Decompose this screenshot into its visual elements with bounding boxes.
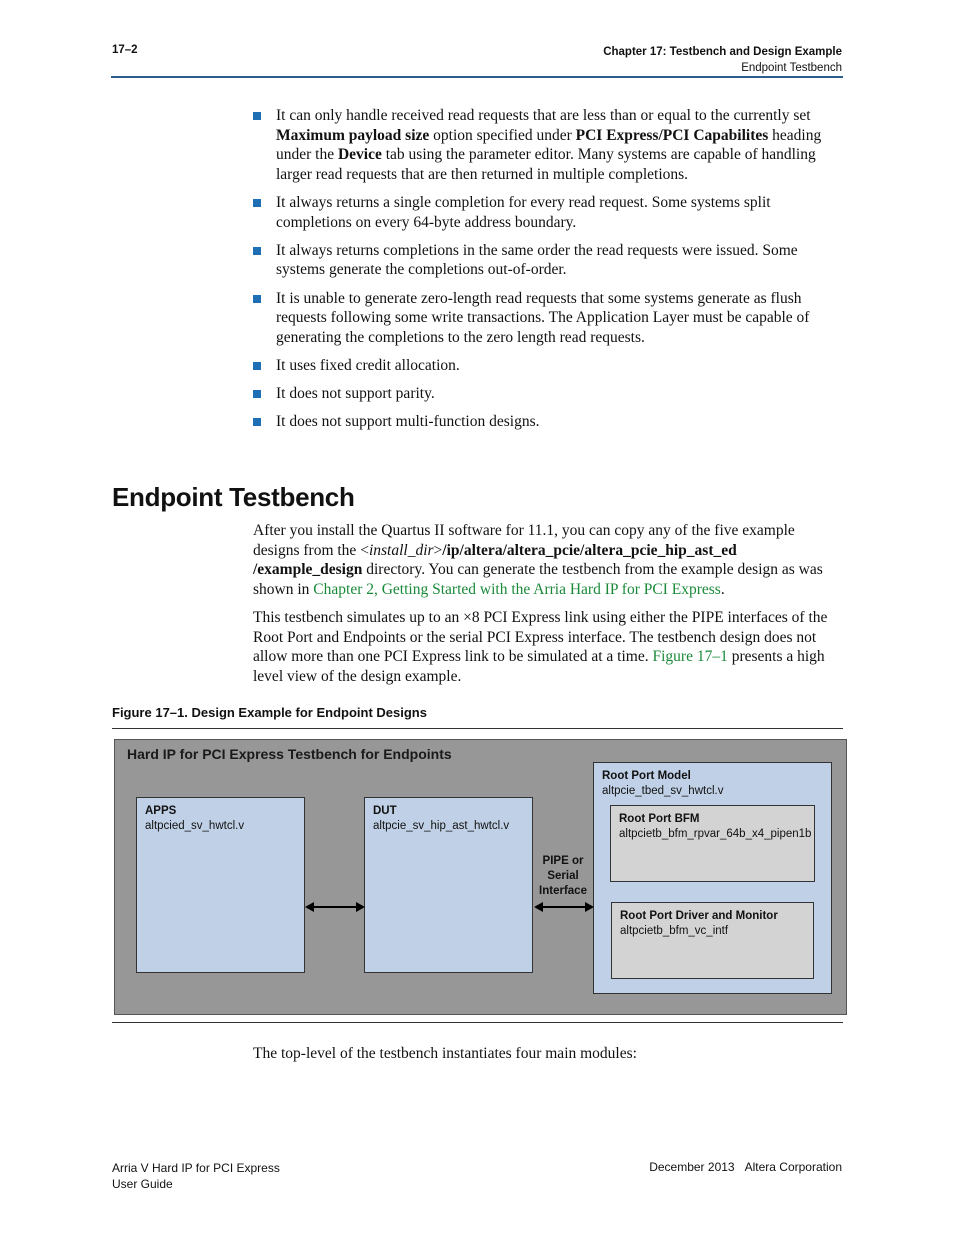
section-heading: Endpoint Testbench [112, 482, 355, 512]
list-item: It can only handle received read requests that are less than or equal to the currently set Maximum payload size option specified under PCI Express/PCI Capabilites heading under the Device tab using the parameter editor. Many systems are capable of handling larger read requests that are then returned in multiple completions. [253, 106, 843, 184]
list-item: It uses fixed credit allocation. [253, 356, 843, 376]
limitations-list [253, 106, 843, 440]
closing-paragraph: The top-level of the testbench instantiates four main modules: [253, 1045, 637, 1062]
footer-date: December 2013 [649, 1160, 735, 1174]
list-item: It does not support multi-function designs. [253, 412, 843, 432]
driver-monitor-block: Root Port Driver and Monitor altpcietb_bfm_vc_intf [611, 902, 814, 979]
figure-17-1-link[interactable]: Figure 17–1 [652, 648, 728, 666]
list-item: It does not support parity. [253, 384, 843, 404]
pipe-interface-label: PIPE or Serial Interface [539, 855, 587, 897]
root-port-model-block: Root Port Model altpcie_tbed_sv_hwtcl.v [593, 762, 832, 994]
apps-dut-arrow [300, 897, 370, 917]
footer-company: Altera Corporation [744, 1160, 842, 1174]
header-rule [111, 76, 843, 78]
page-number: 17–2 [112, 44, 138, 56]
testbench-paragraph: This testbench simulates up to an ×8 PCI Express link using either the PIPE interfaces of the Root Port and Endpoints or the serial PCI Express interface. The testbench design does not allow more than one PCI Express link to be simulated at a time. Figure 17–1 presents a high level view of the design example. [253, 609, 828, 685]
footer-publisher [649, 1160, 842, 1174]
apps-block: APPS altpcied_sv_hwtcl.v [136, 797, 305, 973]
intro-paragraph: After you install the Quartus II software for 11.1, you can copy any of the five example designs from the <install_dir>/ip/altera/altera_pcie/altera_pcie_hip_ast_ed /example_design directory. You can generate the testbench from the example design as was shown in Chapter 2, Getting Started with the Arria Hard IP for PCI Express. [253, 522, 823, 598]
chapter-2-link[interactable]: Chapter 2, Getting Started with the Arria Hard IP for PCI Express [313, 580, 721, 598]
list-item: It always returns a single completion for every read request. Some systems split completions on every 64-byte address boundary. [253, 193, 843, 232]
section-name: Endpoint Testbench [741, 62, 842, 74]
chapter-title: Chapter 17: Testbench and Design Example [603, 46, 842, 58]
footer-doc-info: Arria V Hard IP for PCI Express User Guide [112, 1161, 280, 1191]
dut-rootport-arrow [529, 897, 599, 917]
figure-caption: Figure 17–1. Design Example for Endpoint Designs [112, 705, 427, 720]
root-port-bfm-block: Root Port BFM altpcietb_bfm_rpvar_64b_x4_pipen1b [610, 805, 815, 882]
figure-rule-bottom [112, 1022, 843, 1023]
figure-title: Hard IP for PCI Express Testbench for Endpoints [127, 746, 452, 762]
dut-block: DUT altpcie_sv_hip_ast_hwtcl.v [364, 797, 533, 973]
running-header [603, 44, 842, 76]
figure-rule-top [112, 728, 843, 729]
list-item: It is unable to generate zero-length read requests that some systems generate as flush requests following some write transactions. The Application Layer must be capable of generating the completions to the zero length read requests. [253, 289, 843, 348]
list-item: It always returns completions in the same order the read requests were issued. Some systems generate the completions out-of-order. [253, 241, 843, 280]
